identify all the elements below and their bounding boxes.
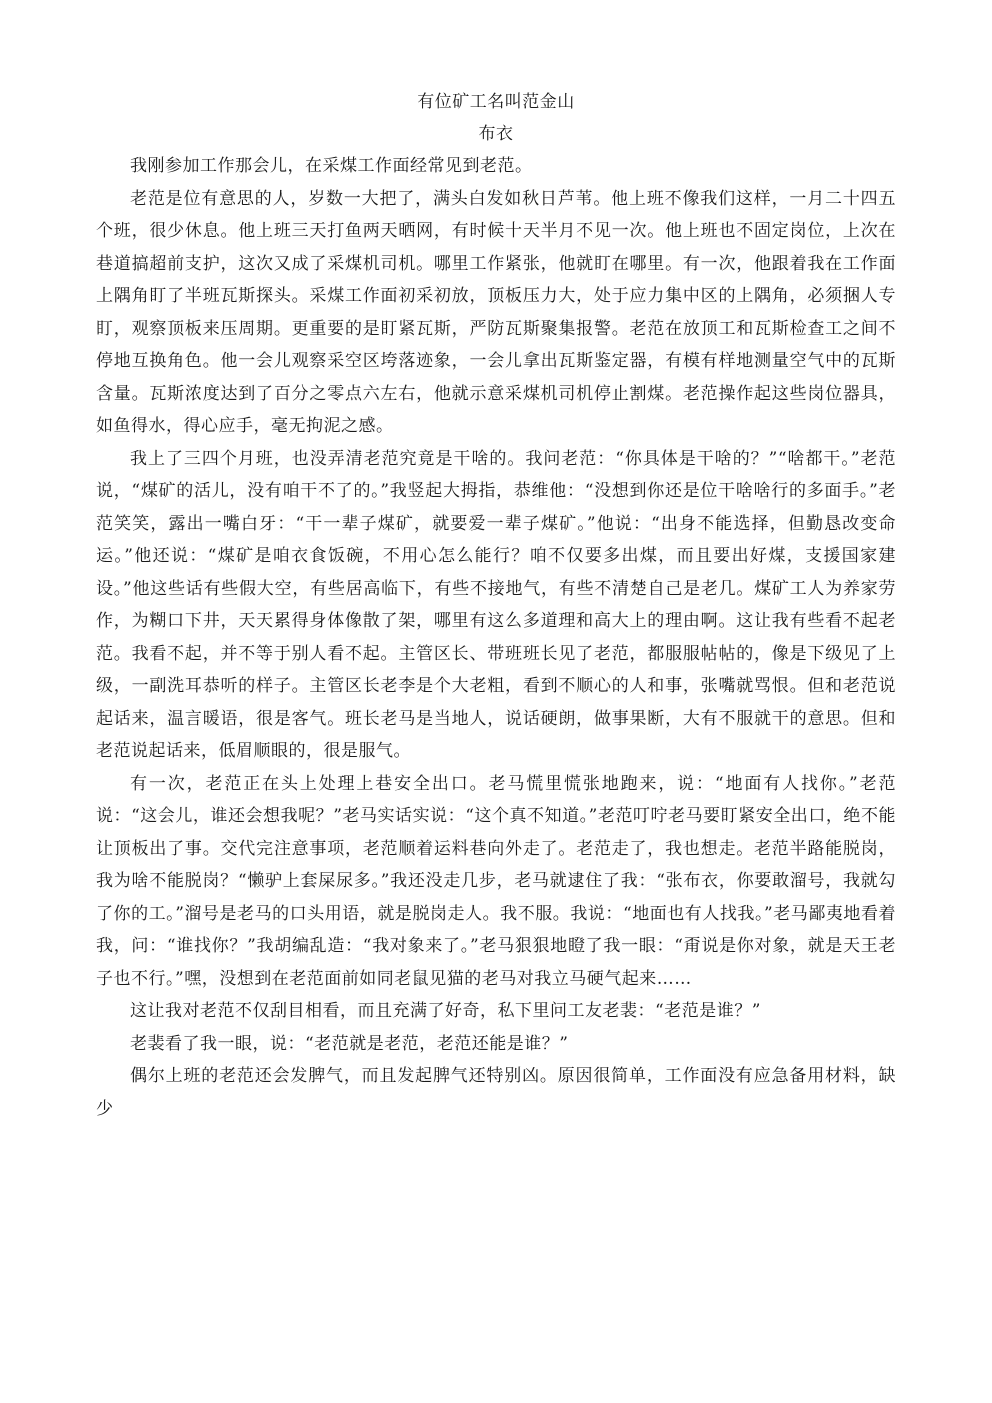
paragraph-7: 偶尔上班的老范还会发脾气，而且发起脾气还特别凶。原因很简单，工作面没有应急备用材料，缺少: [96, 1066, 896, 1119]
article-author: 布衣: [478, 124, 514, 144]
paragraph-6: 老裴看了我一眼，说：“老范就是老范，老范还能是谁？”: [130, 1033, 569, 1054]
paragraph-2: 老范是位有意思的人，岁数一大把了，满头白发如秋日芦苇。他上班不像我们这样，一月二十四五个班，很少休息。他上班三天打鱼两天晒网，有时候十天半月不见一次。他上班也不固定岗位，上次在巷道搞超前支护，这次又成了采煤机司机。哪里工作紧张，他就盯在哪里。有一次，他跟着我在工作面上隅角盯了半班瓦斯探头。采煤工作面初采初放，顶板压力大，处于应力集中区的上隅角，必须捆人专盯，观察顶板来压周期。更重要的是盯紧瓦斯，严防瓦斯聚集报警。老范在放顶工和瓦斯检查工之间不停地互换角色。他一会儿观察采空区垮落迹象，一会儿拿出瓦斯鉴定器，有模有样地测量空气中的瓦斯含量。瓦斯浓度达到了百分之零点六左右，他就示意采煤机司机停止割煤。老范操作起这些岗位器具，如鱼得水，得心应手，毫无拘泥之感。: [96, 188, 896, 436]
article-title: 有位矿工名叫范金山: [417, 92, 575, 112]
paragraph-3: 我上了三四个月班，也没弄清老范究竟是干啥的。我问老范：“你具体是干啥的？”“啥都干。”老范说，“煤矿的活儿，没有咱干不了的。”我竖起大拇指，恭维他：“没想到你还是位干啥啥行的多面手。”老范笑笑，露出一嘴白牙：“干一辈子煤矿，就要爱一辈子煤矿。”他说：“出身不能选择，但勤恳改变命运。”他还说：“煤矿是咱衣食饭碗，不用心怎么能行？咱不仅要多出煤，而且要出好煤，支援国家建设。”他这些话有些假大空，有些居高临下，有些不接地气，有些不清楚自己是老几。煤矿工人为养家劳作，为糊口下井，天天累得身体像散了架，哪里有这么多道理和高大上的理由啊。这让我有些看不起老范。我看不起，并不等于别人看不起。主管区长、带班班长见了老范，都服服帖帖的，像是下级见了上级，一副洗耳恭听的样子。主管区长老李是个大老粗，看到不顺心的人和事，张嘴就骂恨。但和老范说起话来，温言暖语，很是客气。班长老马是当地人，说话硬朗，做事果断，大有不服就干的意思。但和老范说起话来，低眉顺眼的，很是服气。: [96, 448, 896, 761]
paragraph-1: 我刚参加工作那会儿，在采煤工作面经常见到老范。: [130, 156, 533, 176]
paragraph-5: 这让我对老范不仅刮目相看，而且充满了好奇，私下里问工友老裴：“老范是谁？”: [130, 1001, 761, 1021]
paragraph-4: 有一次，老范正在头上处理上巷安全出口。老马慌里慌张地跑来，说：“地面有人找你。”老范说：“这会儿，谁还会想我呢？”老马实话实说：“这个真不知道。”老范叮咛老马要盯紧安全出口，绝不能让顶板出了事。交代完注意事项，老范顺着运料巷向外走了。老范走了，我也想走。老范半路能脱岗，我为啥不能脱岗？“懒驴上套屎尿多。”我还没走几步，老马就逮住了我：“张布衣，你要敢溜号，我就勾了你的工。”溜号是老马的口头用语，就是脱岗走人。我不服。我说：“地面也有人找我。”老马鄙夷地看着我，问：“谁找你？”我胡编乱造：“我对象来了。”老马狠狠地瞪了我一眼：“甭说是你对象，就是天王老子也不行。”嘿，没想到在老范面前如同老鼠见猫的老马对我立马硬气起来……: [96, 773, 896, 989]
document-page: [96, 86, 896, 1125]
